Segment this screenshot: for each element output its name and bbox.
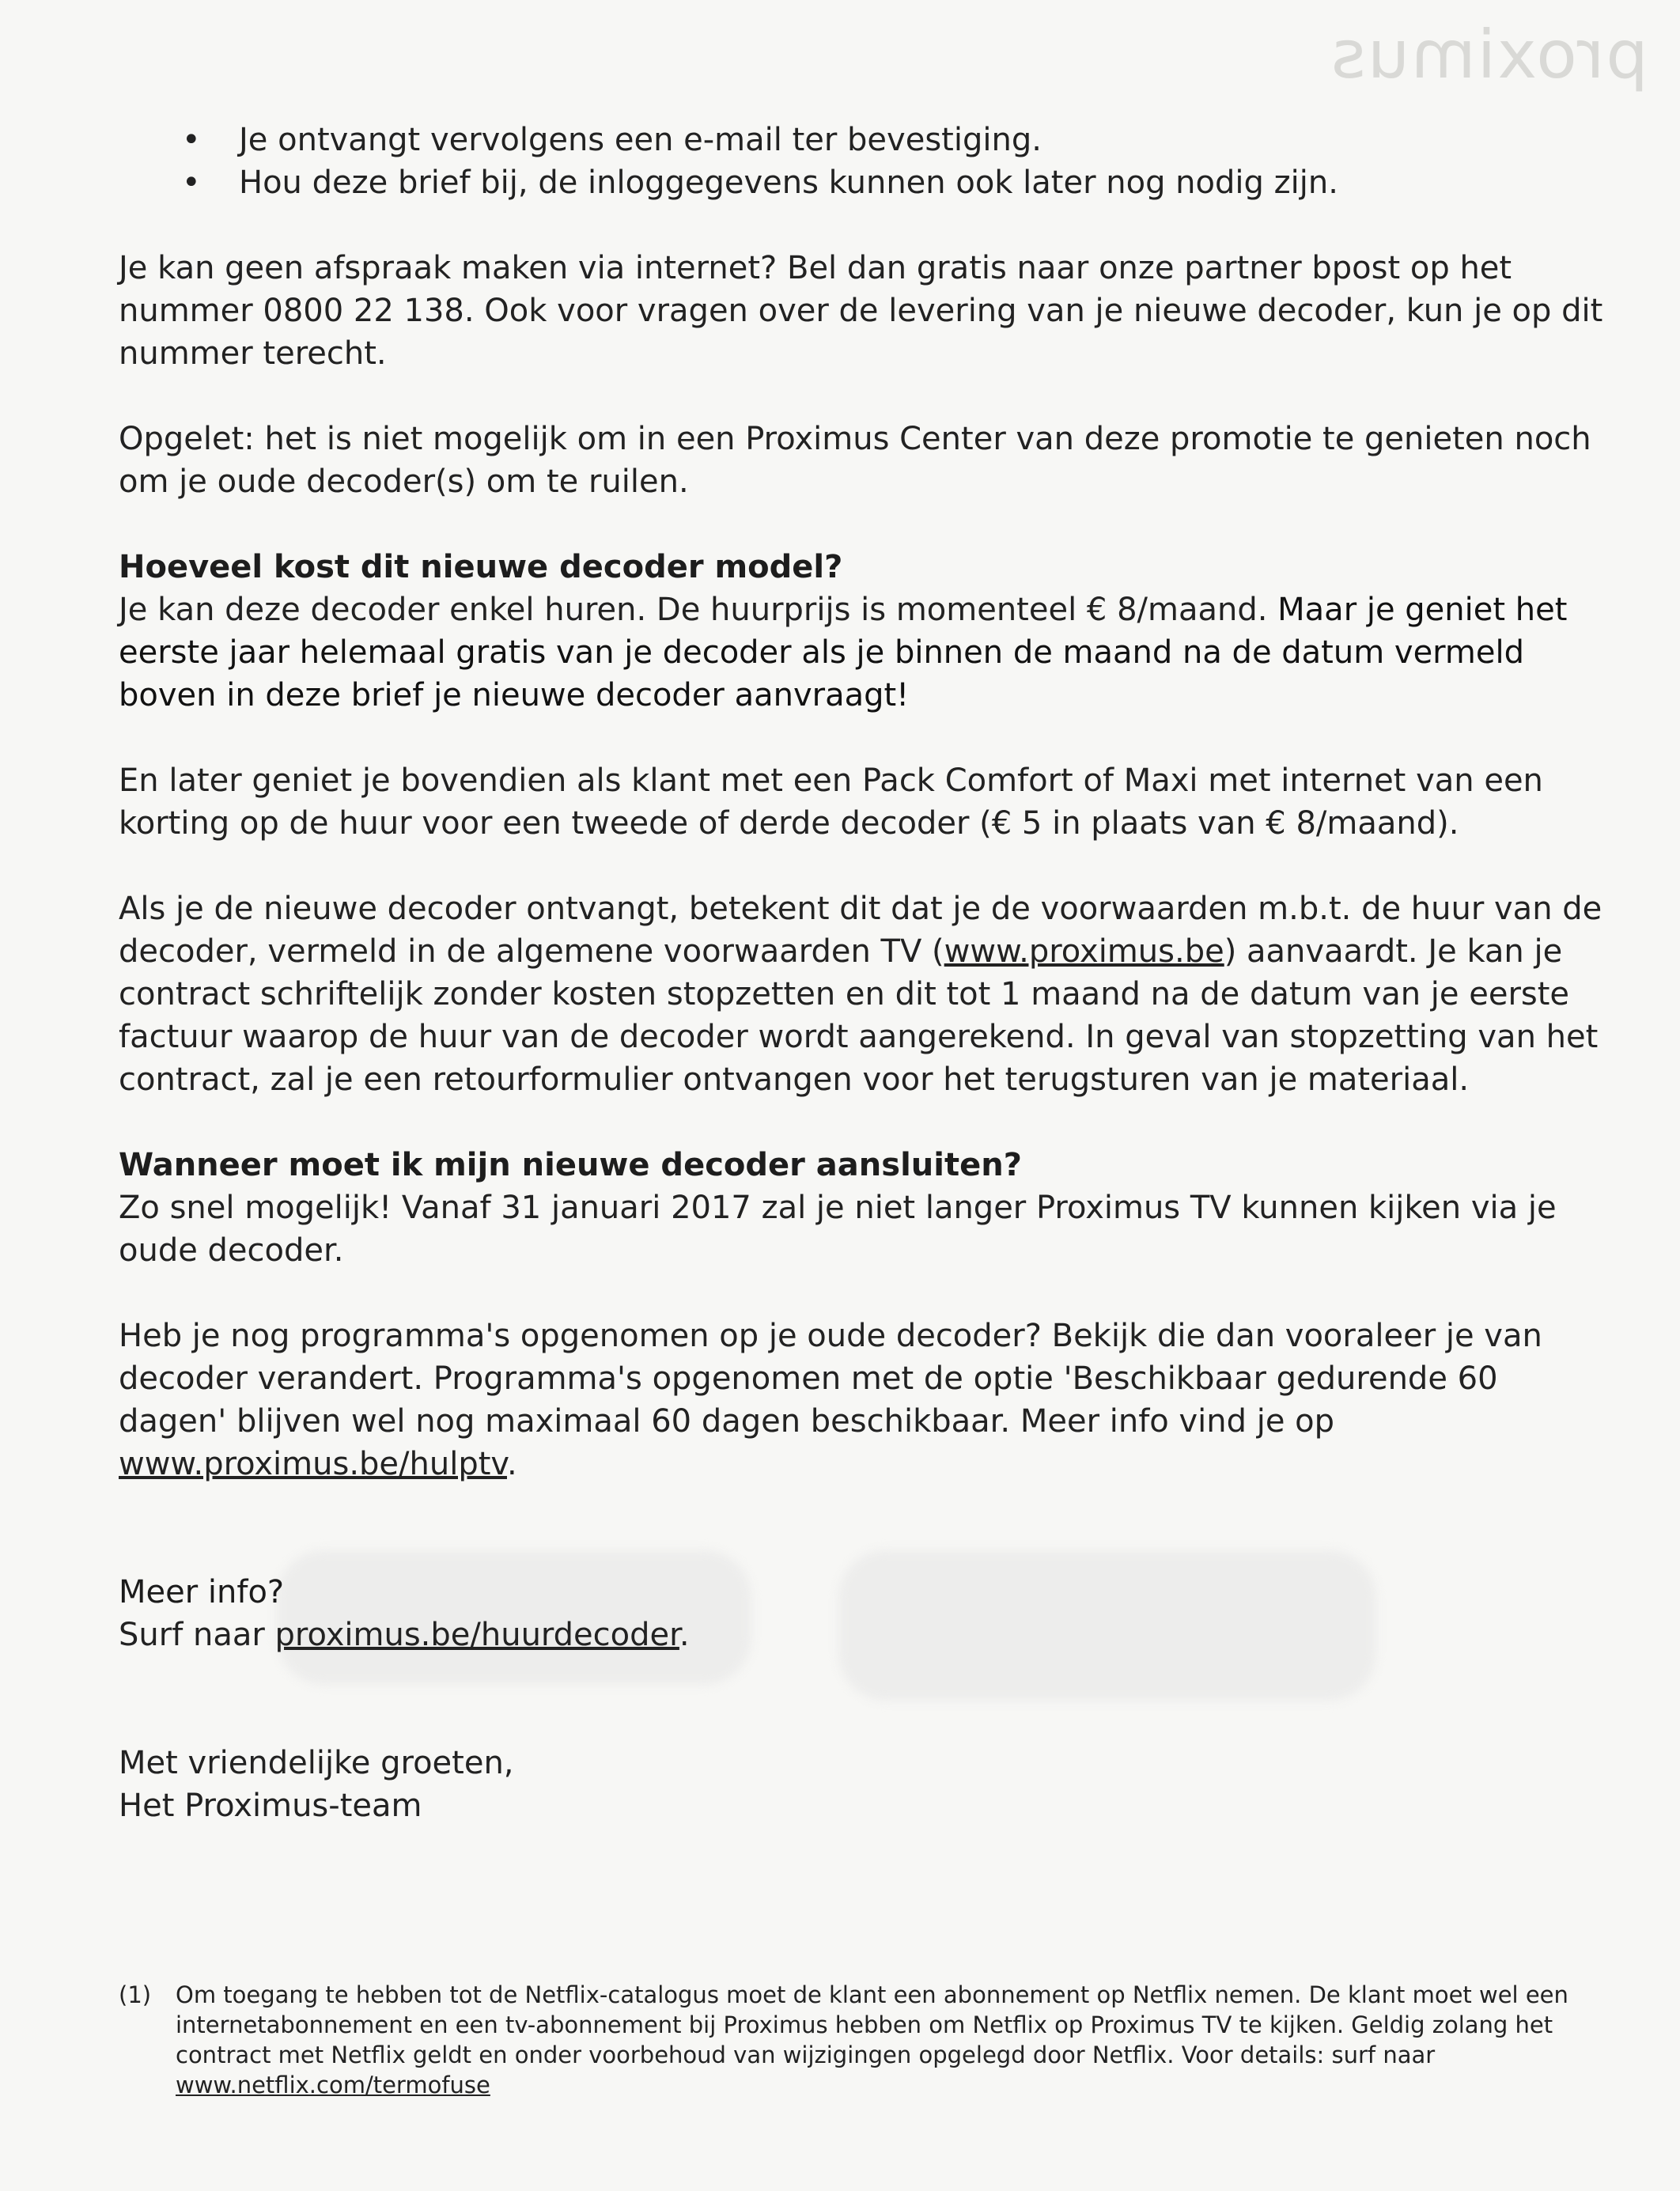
more-info-period: . bbox=[679, 1617, 690, 1653]
cost-promo-text: Maar je geniet het eerste jaar helemaal gratis van je decoder als je binnen de maand na de datum vermeld boven in deze brief je nieuwe decoder aanvraagt! bbox=[119, 592, 1568, 713]
footnote bbox=[119, 1980, 1606, 2100]
connect-heading: Wanneer moet ik mijn nieuwe decoder aansluiten? bbox=[119, 1147, 1022, 1183]
cost-heading: Hoeveel kost dit nieuwe decoder model? bbox=[119, 549, 843, 585]
cost-section bbox=[119, 546, 1606, 717]
hulptv-link[interactable]: www.proximus.be/hulptv bbox=[119, 1446, 507, 1482]
footnote-number: (1) bbox=[119, 1981, 152, 2008]
footnote-body bbox=[176, 1980, 1606, 2100]
netflix-terms-link[interactable]: www.netflix.com/termofuse bbox=[176, 2072, 490, 2098]
proximus-link[interactable]: www.proximus.be bbox=[944, 933, 1224, 970]
letter-body bbox=[119, 119, 1606, 1870]
recordings-paragraph bbox=[119, 1315, 1606, 1485]
recordings-period: . bbox=[506, 1446, 517, 1482]
closing-section bbox=[119, 1742, 1606, 1827]
instruction-list bbox=[182, 119, 1606, 204]
more-info-text: Surf naar bbox=[119, 1617, 275, 1653]
terms-text: Als je de nieuwe decoder ontvangt, betekent dit dat je de voorwaarden m.b.t. de huur van de decoder, vermeld in de algemene voorwaarden TV ( bbox=[119, 891, 1602, 970]
footnote-text: Om toegang te hebben tot de Netflix-catalogus moet de klant een abonnement op Netflix nemen. De klant moet wel een internetabonnement en een tv-abonnement bij Proximus hebben om Netflix op Proximus TV te kijken. Geldig zolang het contract met Netflix geldt en onder voorbehoud van wijzigingen opgelegd door Netflix. Voor details: surf naar bbox=[176, 1981, 1568, 2068]
signature: Het Proximus-team bbox=[119, 1788, 422, 1824]
terms-text-continued: ) aanvaardt. Je kan je contract schriftelijk zonder kosten stopzetten en dit tot 1 maand na de datum van je eerste factuur waarop de huur van de decoder wordt aangerekend. In geval van stopzetting van het contract, zal je een retourformulier ontvangen voor het terugsturen van je materiaal. bbox=[119, 933, 1599, 1098]
list-item: • Je ontvangt vervolgens een e-mail ter bevestiging. bbox=[182, 119, 1606, 161]
connect-section bbox=[119, 1144, 1606, 1272]
list-item: • Hou deze brief bij, de inloggegevens kunnen ook later nog nodig zijn. bbox=[182, 161, 1606, 204]
greeting: Met vriendelijke groeten, bbox=[119, 1745, 514, 1781]
connect-text: Zo snel mogelijk! Vanaf 31 januari 2017 zal je niet langer Proximus TV kunnen kijken via je oude decoder. bbox=[119, 1190, 1557, 1269]
cost-text: Je kan deze decoder enkel huren. De huurprijs is momenteel € 8/maand. bbox=[119, 592, 1278, 628]
terms-paragraph bbox=[119, 887, 1606, 1101]
warning-paragraph: Opgelet: het is niet mogelijk om in een Proximus Center van deze promotie te genieten noch om je oude decoder(s) om te ruilen. bbox=[119, 421, 1591, 500]
appointment-paragraph: Je kan geen afspraak maken via internet? Bel dan gratis naar onze partner bpost op het nummer 0800 22 138. Ook voor vragen over de levering van je nieuwe decoder, kun je op dit nummer terecht. bbox=[119, 250, 1603, 372]
recordings-text: Heb je nog programma's opgenomen op je oude decoder? Bekijk die dan vooraleer je van decoder verandert. Programma's opgenomen met de optie 'Beschikbaar gedurende 60 dagen' blijven wel nog maximaal 60 dagen beschikbaar. Meer info vind je op bbox=[119, 1318, 1542, 1440]
more-info-section bbox=[119, 1571, 1606, 1656]
huurdecoder-link[interactable]: proximus.be/huurdecoder bbox=[274, 1617, 679, 1653]
more-info-heading: Meer info? bbox=[119, 1574, 285, 1610]
show-through-logo: proximus bbox=[1330, 16, 1648, 93]
discount-paragraph: En later geniet je bovendien als klant met een Pack Comfort of Maxi met internet van een korting op de huur voor een tweede of derde decoder (€ 5 in plaats van € 8/maand). bbox=[119, 762, 1543, 842]
